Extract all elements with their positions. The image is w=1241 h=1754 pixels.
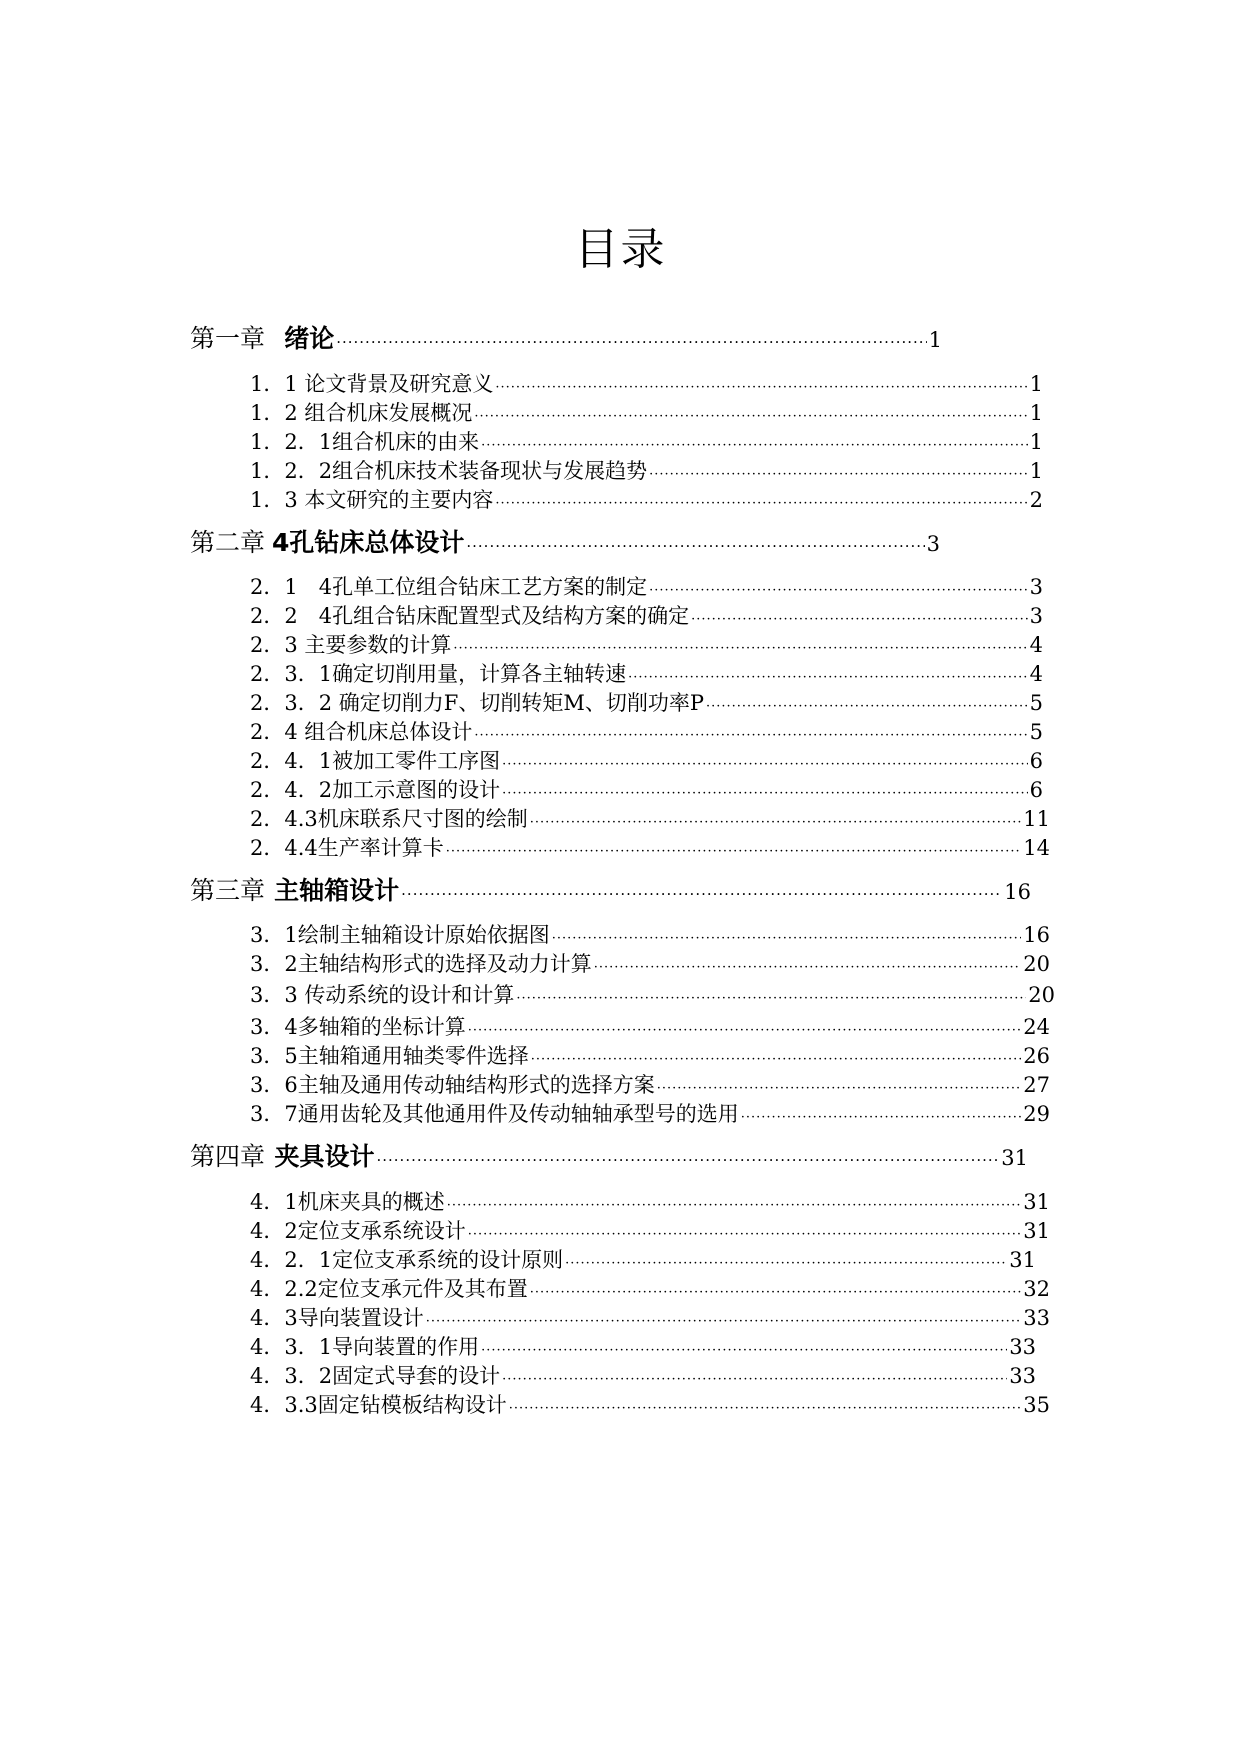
dot-leader	[502, 1361, 1007, 1391]
page-number: 16	[1023, 923, 1050, 947]
dot-leader	[691, 601, 1028, 631]
chapter-title: 4孔钻床总体设计	[271, 528, 465, 557]
page-number: 14	[1023, 836, 1050, 860]
page-number: 6	[1029, 749, 1043, 773]
page-number: 33	[1009, 1364, 1036, 1388]
toc-section[interactable]	[250, 688, 1043, 718]
page-title: 目录	[574, 224, 667, 275]
section-title: 4．3.3固定钻模板结构设计	[250, 1393, 507, 1417]
section-title: 3．2主轴结构形式的选择及动力计算	[250, 952, 592, 976]
toc-chapter-4[interactable]	[190, 1140, 1028, 1174]
page-number: 27	[1023, 1073, 1050, 1097]
page-number: 31	[1023, 1190, 1050, 1214]
page-number: 20	[1028, 983, 1055, 1007]
dot-leader	[649, 572, 1028, 602]
toc-chapter-3[interactable]	[190, 874, 1031, 908]
toc-section[interactable]	[250, 1187, 1050, 1217]
page-number: 31	[1001, 1146, 1028, 1170]
toc-section[interactable]	[250, 630, 1043, 660]
dot-leader	[741, 1099, 1022, 1129]
dot-leader	[565, 1245, 1007, 1275]
page-number: 1	[1029, 401, 1043, 425]
toc-section[interactable]	[250, 804, 1050, 834]
toc-chapter-2[interactable]	[190, 526, 940, 560]
section-title: 4．2．1定位支承系统的设计原则	[250, 1248, 564, 1272]
section-title: 4．3．1导向装置的作用	[250, 1335, 480, 1359]
section-title: 4．3导向装置设计	[250, 1306, 424, 1330]
chapter-title: 绪论	[284, 324, 335, 353]
dot-leader	[474, 717, 1027, 747]
chapter-number: 第一章	[190, 324, 266, 353]
dot-leader	[466, 526, 924, 560]
page-number: 20	[1023, 952, 1050, 976]
page-number: 24	[1023, 1015, 1050, 1039]
toc-chapter-1[interactable]	[190, 322, 942, 356]
toc-section[interactable]	[250, 572, 1043, 602]
dot-leader	[516, 980, 1026, 1010]
page-number: 1	[1029, 430, 1043, 454]
section-title: 3．3 传动系统的设计和计算	[250, 983, 515, 1007]
page-number: 1	[1029, 372, 1043, 396]
page-number: 11	[1023, 807, 1050, 831]
dot-leader	[649, 456, 1028, 486]
dot-leader	[552, 920, 1022, 950]
chapter-number: 第二章	[190, 528, 266, 557]
toc-section[interactable]	[250, 746, 1043, 776]
dot-leader	[628, 659, 1028, 689]
page-number: 1	[1029, 459, 1043, 483]
section-title: 1．2．1组合机床的由来	[250, 430, 480, 454]
dot-leader	[447, 1187, 1022, 1217]
page-number: 1	[928, 328, 942, 352]
section-title: 1．1 论文背景及研究意义	[250, 372, 494, 396]
section-title: 4．3．2固定式导套的设计	[250, 1364, 501, 1388]
section-title: 2．3．2 确定切削力F、切削转矩M、切削功率P	[250, 691, 704, 715]
toc-section[interactable]	[250, 775, 1043, 805]
dot-leader	[502, 775, 1028, 805]
dot-leader	[495, 369, 1027, 399]
dot-leader	[495, 485, 1027, 515]
section-title: 2．3．1确定切削用量，计算各主轴转速	[250, 662, 627, 686]
dot-leader	[336, 322, 926, 356]
toc-section[interactable]	[250, 369, 1043, 399]
dot-leader	[376, 1140, 999, 1174]
toc-section[interactable]	[250, 485, 1043, 515]
page-number: 5	[1029, 691, 1043, 715]
toc-section[interactable]	[250, 717, 1043, 747]
dot-leader	[481, 1332, 1007, 1362]
toc-section[interactable]	[250, 1099, 1050, 1129]
toc-section[interactable]	[250, 833, 1050, 863]
dot-leader	[446, 833, 1022, 863]
toc-section[interactable]	[250, 949, 1050, 979]
section-title: 2．4.4生产率计算卡	[250, 836, 444, 860]
toc-section[interactable]	[250, 1303, 1050, 1333]
toc-section[interactable]	[250, 1070, 1050, 1100]
page-number: 26	[1023, 1044, 1050, 1068]
toc-section[interactable]	[250, 601, 1043, 631]
page-number: 32	[1023, 1277, 1050, 1301]
dot-leader	[657, 1070, 1022, 1100]
section-title: 2．4．1被加工零件工序图	[250, 749, 501, 773]
dot-leader	[468, 1216, 1022, 1246]
section-title: 3．6主轴及通用传动轴结构形式的选择方案	[250, 1073, 655, 1097]
section-title: 2．4.3机床联系尺寸图的绘制	[250, 807, 528, 831]
section-title: 1．3 本文研究的主要内容	[250, 488, 494, 512]
section-title: 2．2 4孔组合钻床配置型式及结构方案的确定	[250, 604, 690, 628]
dot-leader	[426, 1303, 1022, 1333]
page-number: 3	[1029, 575, 1043, 599]
page-number: 33	[1009, 1335, 1036, 1359]
section-title: 4．1机床夹具的概述	[250, 1190, 445, 1214]
page-number: 29	[1023, 1102, 1050, 1126]
section-title: 3．1绘制主轴箱设计原始依据图	[250, 923, 550, 947]
dot-leader	[706, 688, 1028, 718]
dot-leader	[474, 398, 1027, 428]
page-number: 3	[1029, 604, 1043, 628]
section-title: 1．2．2组合机床技术装备现状与发展趋势	[250, 459, 648, 483]
section-title: 3．4多轴箱的坐标计算	[250, 1015, 466, 1039]
dot-leader	[468, 1012, 1022, 1042]
page-number: 4	[1029, 662, 1043, 686]
page-number: 2	[1029, 488, 1043, 512]
page-number: 4	[1029, 633, 1043, 657]
section-title: 2．4 组合机床总体设计	[250, 720, 473, 744]
chapter-number: 第三章	[190, 876, 266, 905]
page-number: 3	[926, 532, 940, 556]
dot-leader	[531, 1041, 1022, 1071]
toc-section[interactable]	[250, 659, 1043, 689]
dot-leader	[509, 1390, 1022, 1420]
page-number: 31	[1009, 1248, 1036, 1272]
toc-section[interactable]	[250, 980, 1055, 1010]
dot-leader	[530, 804, 1022, 834]
toc-section[interactable]	[250, 1041, 1050, 1071]
chapter-title: 夹具设计	[274, 1142, 375, 1171]
section-title: 1．2 组合机床发展概况	[250, 401, 473, 425]
page-number: 16	[1004, 880, 1031, 904]
dot-leader	[481, 427, 1028, 457]
section-title: 2．4．2加工示意图的设计	[250, 778, 501, 802]
page-number: 6	[1029, 778, 1043, 802]
toc-section[interactable]	[250, 456, 1043, 486]
chapter-number: 第四章	[190, 1142, 266, 1171]
toc-section[interactable]	[250, 1245, 1036, 1275]
toc-section[interactable]	[250, 427, 1043, 457]
toc-section[interactable]	[250, 1012, 1050, 1042]
page-number: 5	[1029, 720, 1043, 744]
page-number: 35	[1023, 1393, 1050, 1417]
dot-leader	[530, 1274, 1022, 1304]
chapter-title: 主轴箱设计	[274, 876, 400, 905]
dot-leader	[502, 746, 1028, 776]
toc-section[interactable]	[250, 1332, 1036, 1362]
toc-section[interactable]	[250, 398, 1043, 428]
page-number: 31	[1023, 1219, 1050, 1243]
toc-section[interactable]	[250, 1361, 1036, 1391]
section-title: 4．2定位支承系统设计	[250, 1219, 466, 1243]
dot-leader	[401, 874, 1002, 908]
dot-leader	[594, 949, 1022, 979]
section-title: 2．3 主要参数的计算	[250, 633, 452, 657]
section-title: 4．2.2定位支承元件及其布置	[250, 1277, 528, 1301]
toc-section[interactable]	[250, 1390, 1050, 1420]
toc-section[interactable]	[250, 1274, 1050, 1304]
section-title: 3．5主轴箱通用轴类零件选择	[250, 1044, 529, 1068]
dot-leader	[453, 630, 1027, 660]
section-title: 3．7通用齿轮及其他通用件及传动轴轴承型号的选用	[250, 1102, 739, 1126]
section-title: 2．1 4孔单工位组合钻床工艺方案的制定	[250, 575, 648, 599]
page-number: 33	[1023, 1306, 1050, 1330]
toc-section[interactable]	[250, 920, 1050, 950]
toc-section[interactable]	[250, 1216, 1050, 1246]
